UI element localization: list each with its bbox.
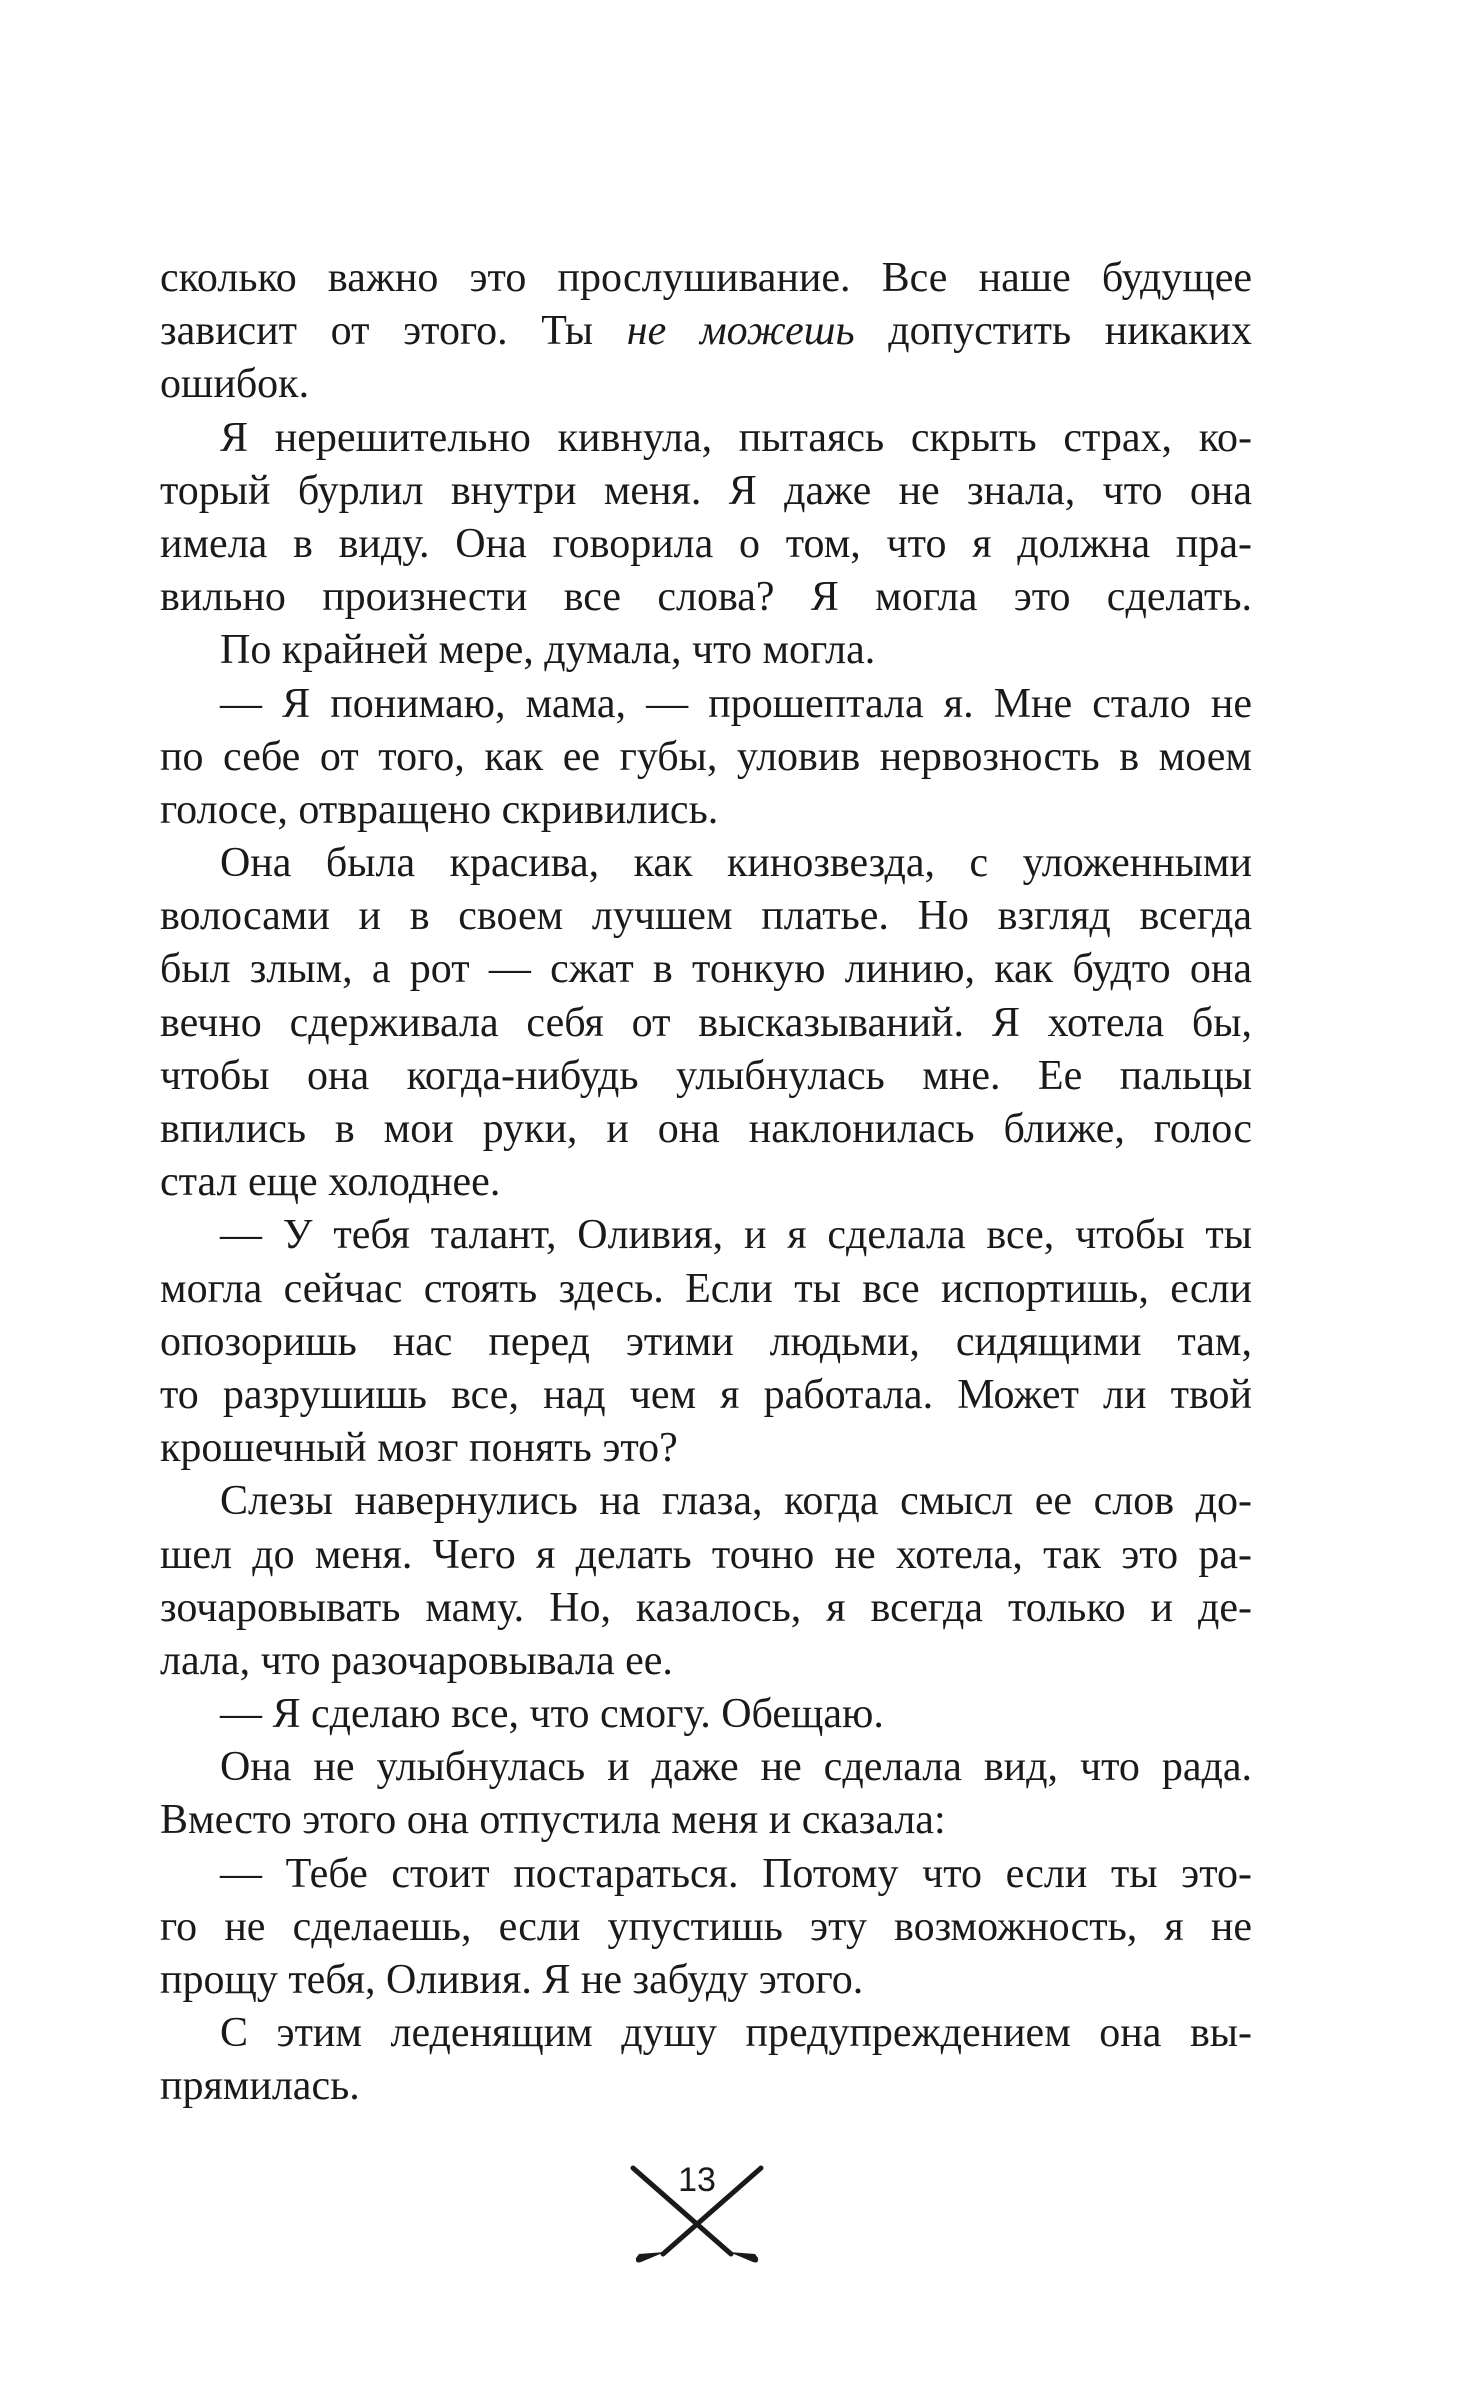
text-line: С этим леденящим душу предупреждением она вы- bbox=[220, 2010, 1252, 2057]
text-line: то разрушишь все, над чем я работала. Может ли твой bbox=[160, 1371, 1252, 1418]
text-line: крошечный мозг понять это? bbox=[160, 1425, 678, 1472]
text-line: Слезы навернулись на глаза, когда смысл ее слов до- bbox=[220, 1478, 1252, 1525]
page-footer bbox=[627, 2162, 767, 2272]
text-line: был злым, а рот — сжат в тонкую линию, как будто она bbox=[160, 946, 1252, 993]
text-line: голосе, отвращено скривились. bbox=[160, 786, 719, 833]
text-line: волосами и в своем лучшем платье. Но взгляд всегда bbox=[160, 893, 1252, 940]
text-line: — Я сделаю все, что смогу. Обещаю. bbox=[220, 1691, 884, 1738]
text-line: ошибок. bbox=[160, 361, 310, 408]
text-line: Я нерешительно кивнула, пытаясь скрыть страх, ко- bbox=[220, 414, 1252, 461]
text-line: Она не улыбнулась и даже не сделала вид, что рада. bbox=[220, 1744, 1252, 1791]
text-line: стал еще холоднее. bbox=[160, 1159, 501, 1206]
text-line: прямилась. bbox=[160, 2063, 360, 2110]
text-line: — Я понимаю, мама, — прошептала я. Мне стало не bbox=[220, 680, 1252, 727]
text-line: лала, что разочаровывала ее. bbox=[160, 1637, 673, 1684]
text-line: — Тебе стоит постараться. Потому что если ты это- bbox=[220, 1850, 1252, 1897]
text-line: По крайней мере, думала, что могла. bbox=[220, 627, 876, 674]
text-line: прощу тебя, Оливия. Я не забуду этого. bbox=[160, 1957, 864, 2003]
text-line: по себе от того, как ее губы, уловив нервозность в моем bbox=[160, 733, 1252, 780]
text-line: зочаровывать маму. Но, казалось, я всегда только и де- bbox=[160, 1584, 1252, 1631]
body-text bbox=[160, 252, 1252, 2114]
text-line: Она была красива, как кинозвезда, с уложенными bbox=[220, 840, 1252, 887]
text-line: — У тебя талант, Оливия, и я сделала все, чтобы ты bbox=[220, 1212, 1252, 1259]
emphasis-text: не можешь bbox=[626, 308, 855, 355]
text-line: вечно сдерживала себя от высказываний. Я хотела бы, bbox=[160, 999, 1252, 1046]
text-line: впились в мои руки, и она наклонилась ближе, голос bbox=[160, 1106, 1252, 1152]
text-line: Вместо этого она отпустила меня и сказала: bbox=[160, 1797, 946, 1844]
text-line: сколько важно это прослушивание. Все наше будущее bbox=[160, 255, 1252, 301]
page-number: 13 bbox=[678, 2161, 716, 2199]
text-line: торый бурлил внутри меня. Я даже не знала, что она bbox=[160, 467, 1252, 514]
text-line: го не сделаешь, если упустишь эту возможность, я не bbox=[160, 1903, 1252, 1950]
text-line: опозоришь нас перед этими людьми, сидящими там, bbox=[160, 1318, 1252, 1365]
text-line: чтобы она когда-нибудь улыбнулась мне. Ее пальцы bbox=[160, 1052, 1252, 1099]
text-line: зависит от этого. Ты не можешь допустить никаких bbox=[160, 308, 1252, 355]
text-line: могла сейчас стоять здесь. Если ты все испортишь, если bbox=[160, 1265, 1252, 1312]
text-line: вильно произнести все слова? Я могла это сделать. bbox=[160, 574, 1252, 621]
text-line: имела в виду. Она говорила о том, что я должна пра- bbox=[160, 520, 1252, 567]
text-line: шел до меня. Чего я делать точно не хотела, так это ра- bbox=[160, 1531, 1252, 1578]
